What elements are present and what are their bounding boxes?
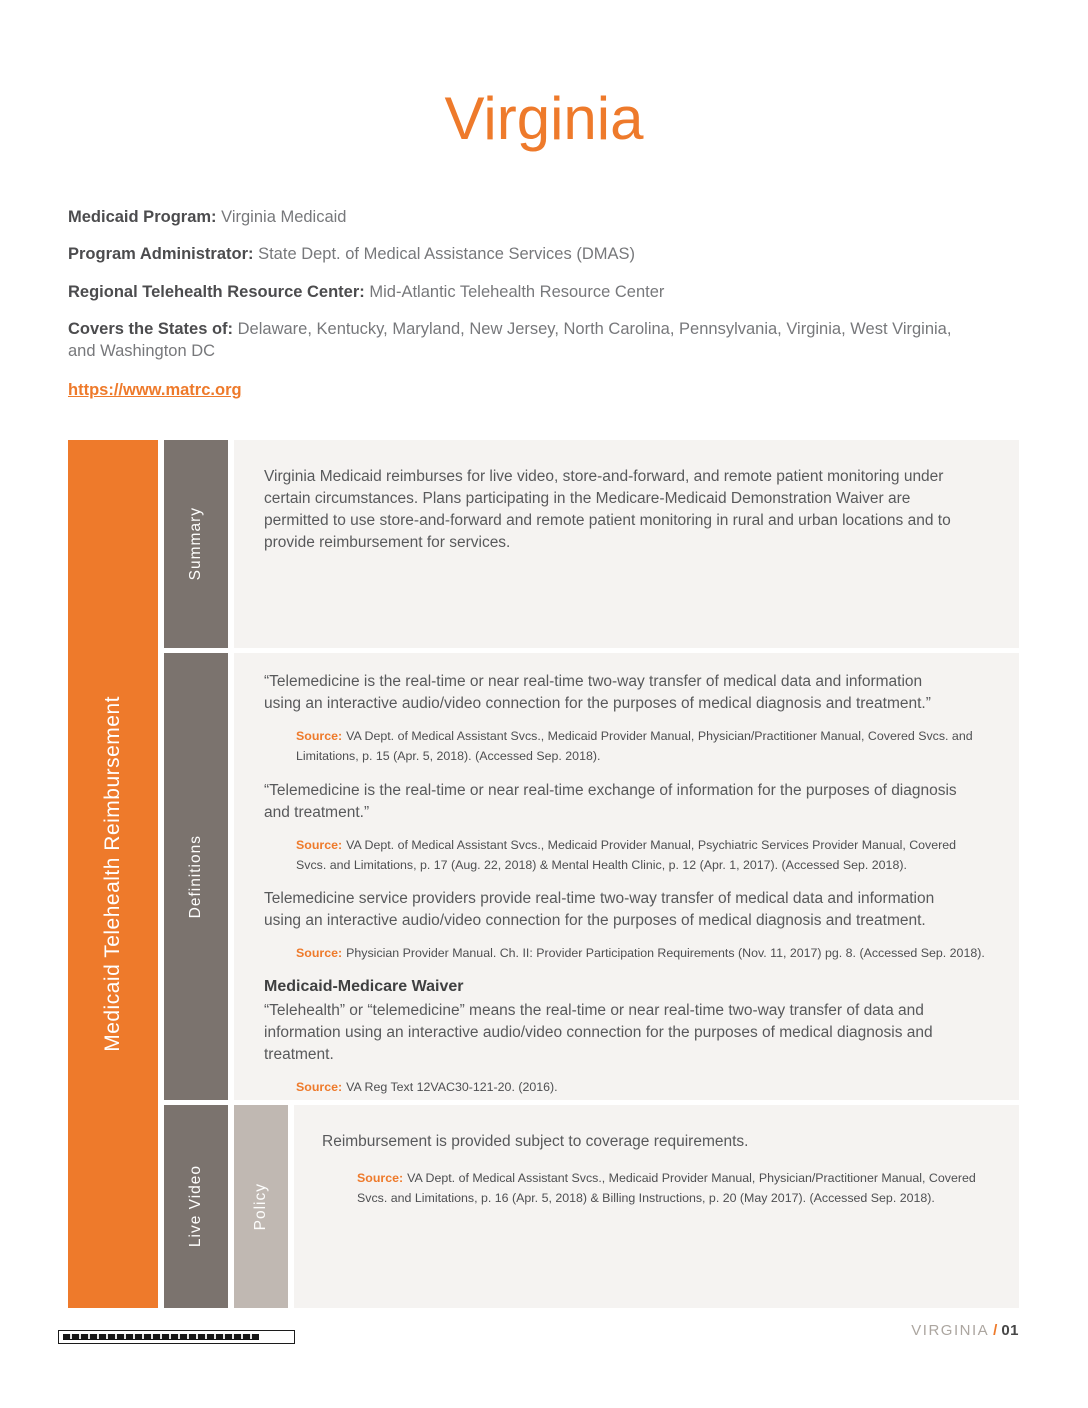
info-line-program-administrator (68, 243, 983, 265)
source-text: Physician Provider Manual. Ch. II: Provider Participation Requirements (Nov. 11, 2017) pg. 8. (Accessed Sep. 2018). (346, 946, 985, 961)
source-label: Source: (296, 1080, 343, 1095)
definition-quote: “Telemedicine is the real-time or near real-time two-way transfer of medical data and information using an interactive audio/video connection for the purposes of medical diagnosis and treatment.” (264, 673, 931, 712)
source-text: VA Dept. of Medical Assistant Svcs., Medicaid Provider Manual, Physician/Practitioner Manual, Covered Svcs. and Limitations, p. 16 (Apr. 5, 2018) & Billing Instructions, p. 20 (May 2017). (Accessed Sep. 2018). (357, 1171, 976, 1205)
info-value: State Dept. of Medical Assistance Services (DMAS) (258, 245, 635, 264)
definition-text: Telemedicine service providers provide real-time two-way transfer of medical data and information using an interactive audio/video connection for the purposes of medical diagnosis and treatment. (264, 890, 935, 930)
tab-definitions-label: Definitions (187, 834, 204, 919)
medicaid-medicare-waiver-heading: Medicaid-Medicare Waiver (264, 978, 464, 996)
tab-policy-label: Policy (252, 1182, 269, 1231)
tab-summary (164, 440, 228, 648)
source-text: VA Reg Text 12VAC30-121-20. (2016). (346, 1080, 558, 1095)
tab-definitions (164, 653, 228, 1100)
matrc-website-link[interactable]: https://www.matrc.org (68, 381, 242, 400)
info-value: Virginia Medicaid (221, 208, 347, 226)
source-label: Source: (296, 946, 343, 961)
source-label: Source: (296, 837, 343, 852)
summary-section (164, 440, 1019, 648)
source-citation (296, 1078, 989, 1098)
source-citation (357, 1169, 991, 1209)
live-video-section (164, 1105, 1019, 1308)
source-label: Source: (296, 729, 343, 743)
source-text: VA Dept. of Medical Assistant Svcs., Medicaid Provider Manual, Psychiatric Services Provider Manual, Covered Svcs. and Limitations, p. 17 (Aug. 22, 2018) & Mental Health Clinic, p. 12 (Apr. 1, 2017). (Accessed Sep. 2018). (296, 837, 957, 872)
info-value: Mid-Atlantic Telehealth Resource Center (369, 282, 665, 301)
footer-separator: / (993, 1322, 998, 1339)
page-title: Virginia (444, 85, 644, 152)
source-text: VA Dept. of Medical Assistant Svcs., Medicaid Provider Manual, Physician/Practitioner Manual, Covered Svcs. and Limitations, p. 15 (Apr. 5, 2018). (Accessed Sep. 2018). (296, 729, 973, 763)
tab-live-video-label: Live Video (187, 1165, 204, 1248)
page-footer (911, 1322, 1019, 1339)
footnote-fine-print-link[interactable] (63, 1334, 259, 1340)
info-label: Medicaid Program: (68, 208, 217, 226)
tab-live-video (164, 1105, 228, 1308)
footer-state-name: VIRGINIA (911, 1322, 990, 1339)
category-bar-medicaid-telehealth-reimbursement (68, 440, 158, 1308)
footer-page-number: 01 (1001, 1322, 1019, 1339)
summary-paragraph: Virginia Medicaid reimburses for live video, store-and-forward, and remote patient monitoring under certain circumstances. Plans participating in the Medicare-Medicaid Demonstration Waiver are permitted to use store-and-forward and remote patient monitoring in rural and urban locations and to provide reimbursement for services. (264, 468, 951, 551)
policy-statement: Reimbursement is provided subject to coverage requirements. (322, 1133, 749, 1150)
medicaid-telehealth-panel (68, 440, 1019, 1308)
source-label: Source: (357, 1171, 404, 1185)
summary-content (234, 440, 1019, 648)
definition-text: “Telehealth” or “telemedicine” means the real-time or near real-time two-way transfer of data and information using an interactive audio/video connection for the purposes of medical diagnosis and treatment. (264, 1002, 933, 1064)
info-label: Covers the States of: (68, 319, 234, 338)
info-value: Delaware, Kentucky, Maryland, New Jersey, North Carolina, Pennsylvania, Virginia, West Virginia, and Washington DC (68, 319, 952, 361)
source-citation (296, 836, 989, 876)
definitions-section (164, 653, 1019, 1100)
source-citation (296, 944, 989, 964)
tab-summary-label: Summary (187, 507, 204, 581)
source-citation (296, 727, 989, 767)
definition-quote: “Telemedicine is the real-time or near real-time exchange of information for the purposes of diagnosis and treatment.” (264, 781, 957, 821)
info-line-resource-center (68, 281, 983, 303)
info-line-medicaid-program (68, 206, 983, 228)
sections-column (164, 440, 1019, 1308)
tab-policy (234, 1105, 288, 1308)
info-label: Program Administrator: (68, 245, 254, 264)
program-info (68, 206, 983, 400)
definitions-content (234, 653, 1019, 1100)
info-label: Regional Telehealth Resource Center: (68, 282, 365, 301)
category-bar-label: Medicaid Telehealth Reimbursement (101, 696, 124, 1052)
footnote-box (58, 1330, 295, 1344)
policy-content (294, 1105, 1019, 1308)
info-line-covered-states (68, 318, 983, 363)
